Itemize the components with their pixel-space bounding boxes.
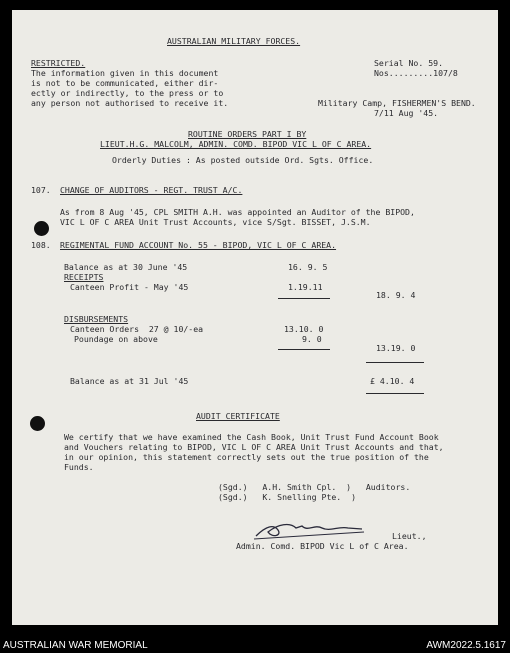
receipts-label: RECEIPTS <box>64 272 104 282</box>
order-date: 7/11 Aug '45. <box>374 108 439 118</box>
restricted-line: ectly or indirectly, to the press or to <box>31 88 224 98</box>
document-page <box>12 10 498 625</box>
audit-text: Funds. <box>64 462 94 472</box>
document-header: AUSTRALIAN MILITARY FORCES. <box>167 36 301 46</box>
item-text: VIC L OF C AREA Unit Trust Accounts, vice S/Sgt. BISSET, J.S.M. <box>60 217 371 227</box>
serial-number: Serial No. 59. <box>374 58 444 68</box>
canteen-profit-value: 1.19.11 <box>288 282 323 292</box>
sum-rule <box>278 349 330 350</box>
auditor-signature: (Sgd.) K. Snelling Pte. ) <box>218 492 357 502</box>
orderly-duties: Orderly Duties : As posted outside Ord. Sgts. Office. <box>112 155 374 165</box>
balance-open-value: 16. 9. 5 <box>288 262 328 272</box>
signatory-rank: Lieut., <box>392 531 427 541</box>
archive-reference: AWM2022.5.1617 <box>426 640 506 651</box>
balance-close-label: Balance as at 31 Jul '45 <box>70 376 189 386</box>
balance-open-label: Balance as at 30 June '45 <box>64 262 188 272</box>
restricted-title: RESTRICTED. <box>31 58 86 68</box>
audit-text: in our opinion, this statement correctly sets out the true position of the <box>64 452 429 462</box>
sum-rule <box>366 393 424 394</box>
sum-rule <box>366 362 424 363</box>
punch-hole <box>30 416 45 431</box>
audit-text: We certify that we have examined the Cash Book, Unit Trust Fund Account Book <box>64 432 439 442</box>
restricted-line: is not to be communicated, either dir- <box>31 78 219 88</box>
disbursements-total: 13.19. 0 <box>376 343 416 353</box>
poundage-value: 9. 0 <box>302 334 322 344</box>
location: Military Camp, FISHERMEN'S BEND. <box>318 98 476 108</box>
canteen-orders-label: Canteen Orders 27 @ 10/-ea <box>70 324 204 334</box>
signatory-title: Admin. Comd. BIPOD Vic L of C Area. <box>236 541 409 551</box>
audit-title: AUDIT CERTIFICATE <box>196 411 280 421</box>
item-text: As from 8 Aug '45, CPL SMITH A.H. was appointed an Auditor of the BIPOD, <box>60 207 415 217</box>
restricted-line: any person not authorised to receive it. <box>31 98 229 108</box>
balance-close-value: £ 4.10. 4 <box>370 376 415 386</box>
canteen-orders-value: 13.10. 0 <box>284 324 324 334</box>
item-number: 108. <box>31 240 51 250</box>
orders-title: ROUTINE ORDERS PART I BY <box>188 129 307 139</box>
receipts-total: 18. 9. 4 <box>376 290 416 300</box>
order-numbers: Nos.........107/8 <box>374 68 458 78</box>
audit-text: and Vouchers relating to BIPOD, VIC L OF C AREA Unit Trust Accounts and that, <box>64 442 444 452</box>
canteen-profit-label: Canteen Profit - May '45 <box>70 282 189 292</box>
sum-rule <box>278 298 330 299</box>
item-title: CHANGE OF AUDITORS - REGT. TRUST A/C. <box>60 185 243 195</box>
auditor-signature: (Sgd.) A.H. Smith Cpl. ) Auditors. <box>218 482 411 492</box>
item-number: 107. <box>31 185 51 195</box>
archive-name: AUSTRALIAN WAR MEMORIAL <box>3 640 148 651</box>
disbursements-label: DISBURSEMENTS <box>64 314 129 324</box>
item-title: REGIMENTAL FUND ACCOUNT No. 55 - BIPOD, VIC L OF C AREA. <box>60 240 337 250</box>
poundage-label: Poundage on above <box>74 334 158 344</box>
archive-footer <box>0 627 510 653</box>
restricted-line: The information given in this document <box>31 68 219 78</box>
handwritten-signature <box>252 518 372 542</box>
orders-subtitle: LIEUT.H.G. MALCOLM, ADMIN. COMD. BIPOD VIC L OF C AREA. <box>100 139 372 149</box>
punch-hole <box>34 221 49 236</box>
